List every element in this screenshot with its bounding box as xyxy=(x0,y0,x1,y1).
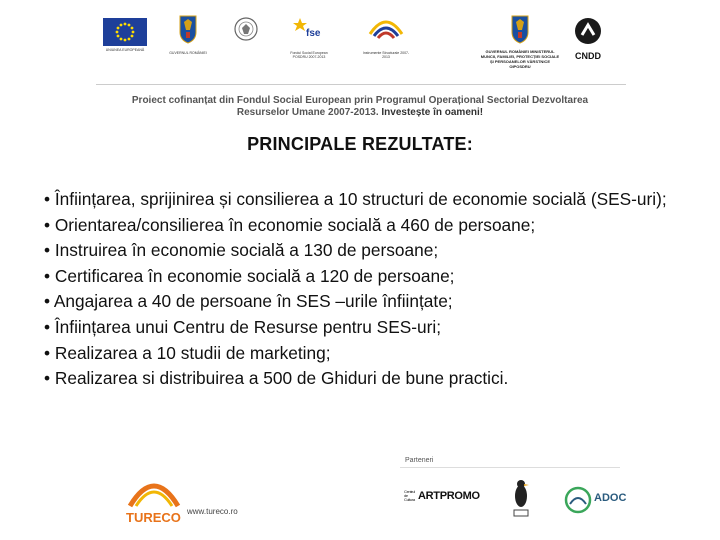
gov-caption-1: GUVERNUL ROMÂNIEI xyxy=(169,51,207,55)
page-title: PRINCIPALE REZULTATE: xyxy=(247,134,473,154)
gov-logo-2 xyxy=(480,10,560,69)
fse-logo xyxy=(284,10,334,59)
list-item: • Realizarea si distribuirea a 500 de Ghiduri de bune practici. xyxy=(44,366,684,392)
adoc-wordmark: ADOC xyxy=(594,492,627,504)
project-motto: Investește în oameni! xyxy=(381,107,484,118)
list-item: • Înființarea, sprijinirea și consilierea a 10 structuri de economie socială (SES-uri); xyxy=(44,187,684,213)
list-item: • Orientarea/consilierea în economie socială a 460 de persoane; xyxy=(44,213,684,239)
seal-logo xyxy=(226,10,266,51)
tureco-url: www.tureco.ro xyxy=(187,507,238,516)
partners-divider xyxy=(400,467,620,468)
list-item: • Angajarea a 40 de persoane în SES –urile înființate; xyxy=(44,289,684,315)
project-funding-text: Proiect cofinanțat din Fondul Social European prin Programul Operațional Sectorial Dezvoltarea Resurselor Umane 2007-2013. xyxy=(131,95,589,118)
list-item: • Instruirea în economie socială a 130 de persoane; xyxy=(44,238,684,264)
bird-logo-icon xyxy=(510,478,532,520)
romania-coat-of-arms-icon xyxy=(178,14,198,44)
partners-label: Parteneri xyxy=(405,457,434,464)
svg-text:fse: fse xyxy=(306,28,321,39)
eu-flag-icon xyxy=(103,18,147,46)
list-item: • Înființarea unui Centru de Resurse pentru SES-uri; xyxy=(44,315,684,341)
cndd-icon xyxy=(573,16,603,46)
artpromo-prefix: Centrul de Cultura xyxy=(404,489,415,503)
eu-flag-logo xyxy=(100,10,150,52)
structural-funds-icon xyxy=(366,14,406,44)
structural-funds-logo xyxy=(360,10,412,59)
cndd-logo xyxy=(568,10,608,61)
fse-caption: Fondul Social European POSDRU 2007-2013 xyxy=(290,51,328,59)
seal-icon xyxy=(233,16,259,46)
fse-star-icon xyxy=(292,14,326,44)
artpromo-logo xyxy=(404,490,480,502)
ministry-caption: GUVERNUL ROMÂNIEI MINISTERUL MUNCII, FAMILIEI, PROTECȚIEI SOCIALE ȘI PERSOANELOR VÂRSTNICE OIPOSDRU xyxy=(480,49,560,69)
gov-logo-1 xyxy=(168,10,208,55)
artpromo-wordmark: ARTPROMO xyxy=(418,490,480,502)
results-list xyxy=(44,187,684,392)
tureco-wordmark: TURECO xyxy=(126,510,181,525)
eu-caption: UNIUNEA EUROPEANĂ xyxy=(105,48,145,52)
sponsor-logo-row xyxy=(100,10,620,78)
project-funding-statement xyxy=(110,95,610,119)
list-item: • Realizarea a 10 studii de marketing; xyxy=(44,341,684,367)
romania-coat-of-arms-icon xyxy=(510,14,530,44)
structural-funds-caption: Instrumente Structurale 2007-2013 xyxy=(362,51,410,59)
cndd-caption: CNDD xyxy=(575,51,601,61)
tureco-logo-icon xyxy=(122,472,186,526)
header-divider xyxy=(96,84,626,85)
list-item: • Certificarea în economie socială a 120 de persoane; xyxy=(44,264,684,290)
